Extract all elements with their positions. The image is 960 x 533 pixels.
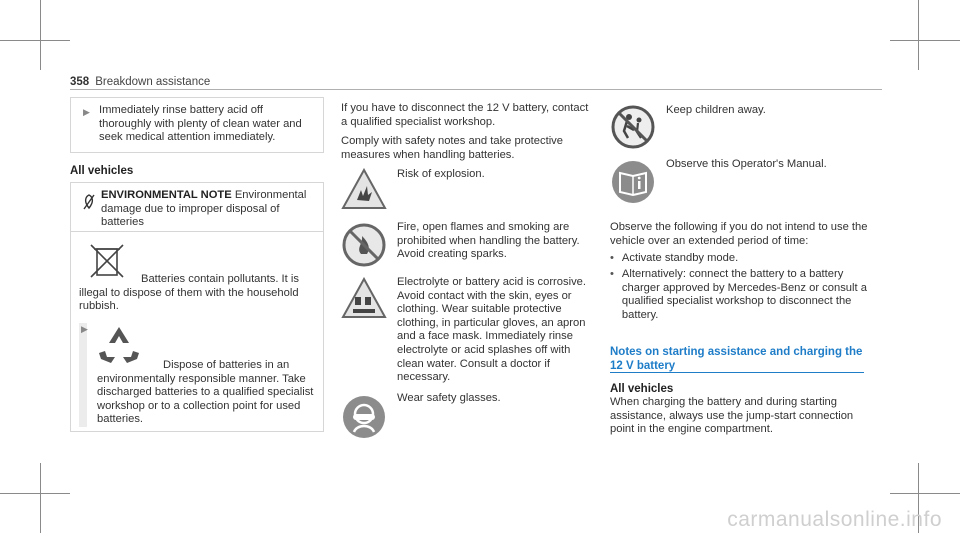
children-text: Keep children away. [666, 104, 766, 116]
step-arrow-icon: ▶ [83, 107, 90, 117]
bullet-dot: • [610, 252, 614, 264]
intro-text-1: If you have to disconnect the 12 V battery, contact a qualified specialist workshop. [341, 102, 589, 128]
env-note-body: Environmental damage due to improper disposal of batteries [101, 189, 307, 229]
bullet-text: Activate standby mode. [621, 252, 739, 264]
crop-mark [918, 0, 919, 70]
bullet-dot: • [610, 268, 614, 280]
env-note-box [70, 182, 324, 432]
section-rule [610, 372, 864, 373]
observe-text: Observe the following if you do not intend to use the vehicle over an extended period of time: [610, 221, 868, 247]
header-rule [70, 89, 882, 90]
crop-mark [0, 493, 70, 494]
environment-icon [81, 194, 97, 210]
step-bar [79, 323, 87, 427]
keep-children-away-icon [610, 104, 656, 150]
safety-glasses-icon [341, 394, 387, 440]
step-arrow-icon: ▶ [81, 324, 88, 334]
page-number: 358 [70, 76, 90, 88]
acid-text: Electrolyte or battery acid is corrosive. Avoid contact with the skin, eyes or clothing. Wear suitable protective clothing, in particular gloves, an apron and a face mask. Immediately rinse electrolyte or acid splashes off with clean water. Consult a doctor if necessary. [397, 276, 587, 384]
divider [71, 231, 323, 232]
env-note-text [101, 189, 319, 230]
step-box [70, 97, 324, 153]
bullet-item [610, 252, 872, 266]
charging-text: When charging the battery and during starting assistance, always use the jump-start connection point in the engine compartment. [610, 396, 854, 436]
crop-mark [890, 40, 960, 41]
manual-text: Observe this Operator's Manual. [666, 158, 827, 170]
no-fire-icon [341, 222, 387, 268]
explosion-warning-icon [341, 168, 387, 210]
crop-mark [40, 463, 41, 533]
section-heading: Notes on starting assistance and charging the 12 V battery [610, 346, 863, 372]
left-heading: All vehicles [70, 165, 134, 177]
section-title: Breakdown assistance [95, 76, 211, 88]
operators-manual-icon [610, 159, 656, 205]
glasses-text: Wear safety glasses. [397, 392, 501, 404]
corrosive-warning-icon [341, 277, 387, 319]
step-text: Immediately rinse battery acid off thoroughly with plenty of clean water and seek medical attention immediately. [99, 104, 302, 144]
bullet-text: Alternatively: connect the battery to a battery charger approved by Mercedes-Benz or consult a qualified specialist workshop to disconnect the battery. [621, 268, 867, 321]
crop-mark [0, 40, 70, 41]
bullet-item [610, 268, 872, 322]
right-heading: All vehicles [610, 383, 674, 395]
env-note-title: ENVIRONMENTAL NOTE [101, 189, 232, 201]
crop-mark [890, 493, 960, 494]
explosion-text: Risk of explosion. [397, 168, 485, 180]
crop-mark [40, 0, 41, 70]
batteries-text: Batteries contain pollutants. It is illegal to dispose of them with the household rubbish. [79, 273, 299, 313]
page-header [70, 76, 210, 90]
watermark: carmanualsonline.info [727, 508, 942, 532]
intro-text-2: Comply with safety notes and take protective measures when handling batteries. [341, 135, 563, 161]
dispose-text: Dispose of batteries in an environmentally responsible manner. Take discharged batteries to a qualified specialist workshop or to a collection point for used batteries. [97, 359, 314, 426]
fire-text: Fire, open flames and smoking are prohibited when handling the battery. Avoid creating sparks. [397, 221, 580, 261]
